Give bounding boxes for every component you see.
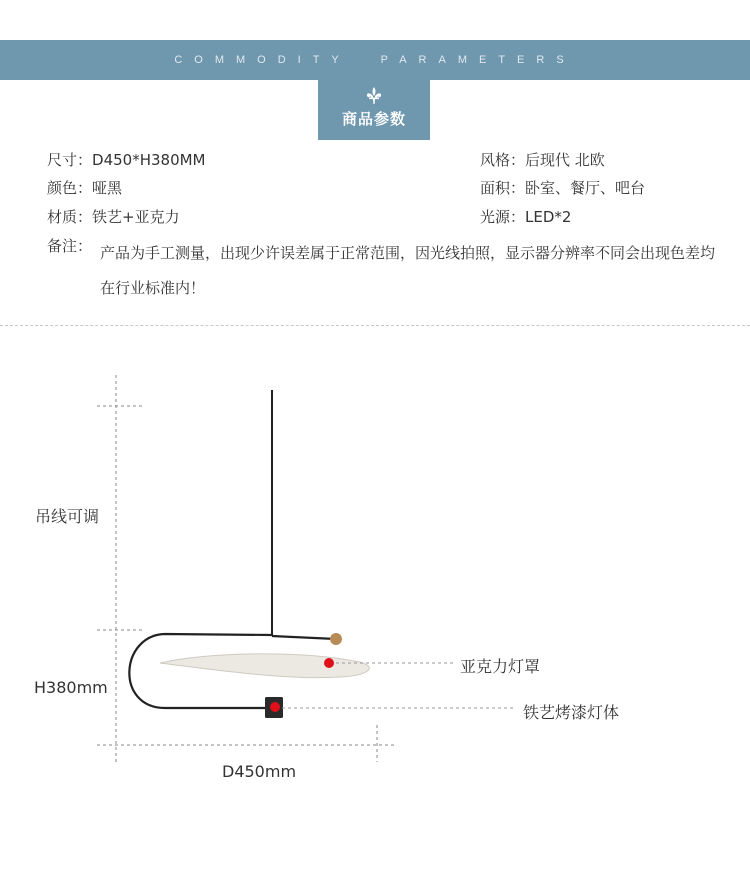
param-note-label: 备注： <box>47 237 93 255</box>
param-size-value: D450*H380MM <box>92 151 206 169</box>
param-color <box>47 178 122 198</box>
param-style-value: 后现代 北欧 <box>525 151 605 169</box>
param-size <box>47 150 206 170</box>
param-light-value: LED*2 <box>525 208 572 226</box>
banner-text: COMMODITY PARAMETERS <box>174 54 576 66</box>
param-style-label: 风格： <box>480 151 526 169</box>
param-area-value: 卧室、餐厅、吧台 <box>525 179 646 197</box>
header-band <box>0 40 750 80</box>
param-color-label: 颜色： <box>47 179 93 197</box>
param-material <box>47 207 180 227</box>
counterweight-ball <box>330 633 342 645</box>
cable-adjustable-label: 吊线可调 <box>35 507 100 526</box>
height-label: H380mm <box>34 678 108 697</box>
acrylic-shade <box>160 654 369 678</box>
width-label: D450mm <box>222 762 297 781</box>
param-area <box>480 178 645 198</box>
fleur-de-lis-icon <box>364 86 384 106</box>
param-color-value: 哑黑 <box>92 179 123 197</box>
param-style <box>480 150 605 170</box>
param-light <box>480 207 571 227</box>
param-light-label: 光源： <box>480 208 526 226</box>
dimension-guides <box>97 375 397 765</box>
shade-label: 亚克力灯罩 <box>460 657 541 676</box>
section-badge <box>318 80 430 140</box>
param-area-label: 面积： <box>480 179 526 197</box>
param-note-value: 产品为手工测量，出现少许误差属于正常范围，因光线拍照，显示器分辨率不同会出现色差均在行业标准内！ <box>100 244 716 297</box>
param-size-label: 尺寸： <box>47 151 93 169</box>
lamp-dimension-diagram <box>0 330 750 871</box>
section-divider <box>0 325 750 326</box>
shade-marker <box>324 658 334 668</box>
param-material-value: 铁艺+亚克力 <box>92 208 180 226</box>
badge-title: 商品参数 <box>341 110 406 128</box>
body-label: 铁艺烤漆灯体 <box>523 703 620 722</box>
body-marker <box>270 702 280 712</box>
param-material-label: 材质： <box>47 208 93 226</box>
